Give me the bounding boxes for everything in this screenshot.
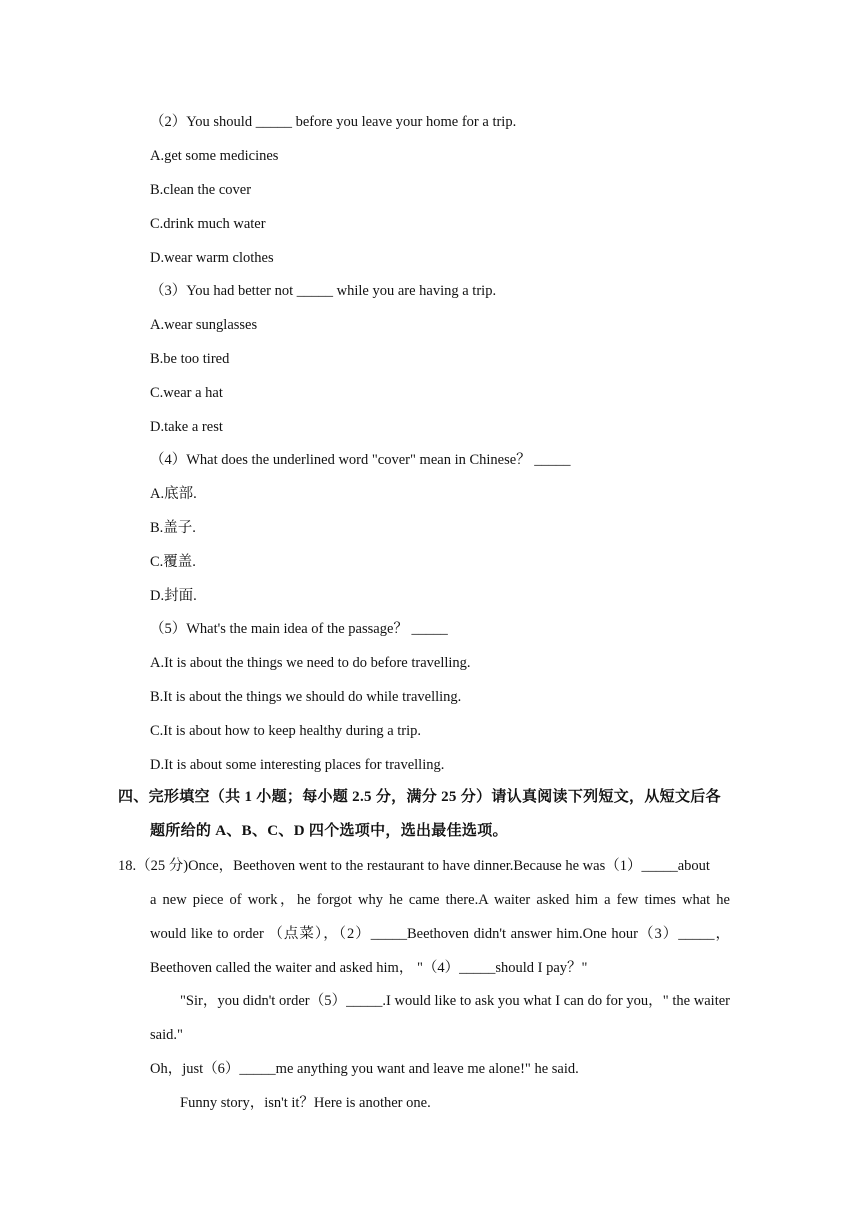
question-2-option-b: B.clean the cover [150, 182, 252, 198]
question-5-option-a: A.It is about the things we need to do before travelling. [150, 655, 471, 671]
question-3-stem: （3）You had better not _____ while you are having a trip. [150, 283, 497, 299]
passage-line-8: Funny story，isn't it？Here is another one. [180, 1095, 431, 1111]
passage-line-3: would like to order （点菜），（2）_____Beethoven didn't answer him.One hour（3）_____， [150, 926, 730, 942]
question-4-option-b: B.盖子. [150, 520, 196, 536]
question-2-stem: （2）You should _____ before you leave your home for a trip. [150, 114, 517, 130]
question-2-option-a: A.get some medicines [150, 148, 279, 164]
passage-line-4: Beethoven called the waiter and asked him， "（4）_____should I pay？" [150, 960, 588, 976]
question-3-option-a: A.wear sunglasses [150, 317, 258, 333]
question-3-option-c: C.wear a hat [150, 385, 223, 401]
passage-line-6: said." [150, 1027, 183, 1043]
passage-line-7: Oh，just（6）_____me anything you want and leave me alone!" he said. [150, 1061, 579, 1077]
section-header-line-2: 题所给的 A、B、C、D 四个选项中，选出最佳选项。 [150, 823, 508, 839]
question-5-stem: （5）What's the main idea of the passage？ _____ [150, 621, 448, 637]
question-4-stem: （4）What does the underlined word "cover" mean in Chinese？ _____ [150, 452, 571, 468]
question-3-option-d: D.take a rest [150, 419, 223, 435]
question-4-option-c: C.覆盖. [150, 554, 196, 570]
question-4-option-d: D.封面. [150, 588, 197, 604]
passage-line-5: "Sir，you didn't order（5）_____.I would like to ask you what I can do for you，" the waiter [180, 993, 730, 1009]
question-5-option-c: C.It is about how to keep healthy during a trip. [150, 723, 422, 739]
question-5-option-b: B.It is about the things we should do while travelling. [150, 689, 462, 705]
question-5-option-d: D.It is about some interesting places for travelling. [150, 757, 445, 773]
question-3-option-b: B.be too tired [150, 351, 230, 367]
question-4-option-a: A.底部. [150, 486, 197, 502]
section-header-line-1: 四、完形填空（共 1 小题；每小题 2.5 分，满分 25 分）请认真阅读下列短文，从短文后各 [118, 789, 721, 805]
question-2-option-d: D.wear warm clothes [150, 250, 274, 266]
question-2-option-c: C.drink much water [150, 216, 266, 232]
passage-line-2: a new piece of work，he forgot why he came there.A waiter asked him a few times what he [150, 892, 730, 908]
passage-line-1: 18.（25 分)Once，Beethoven went to the restaurant to have dinner.Because he was（1）_____about [118, 858, 710, 874]
